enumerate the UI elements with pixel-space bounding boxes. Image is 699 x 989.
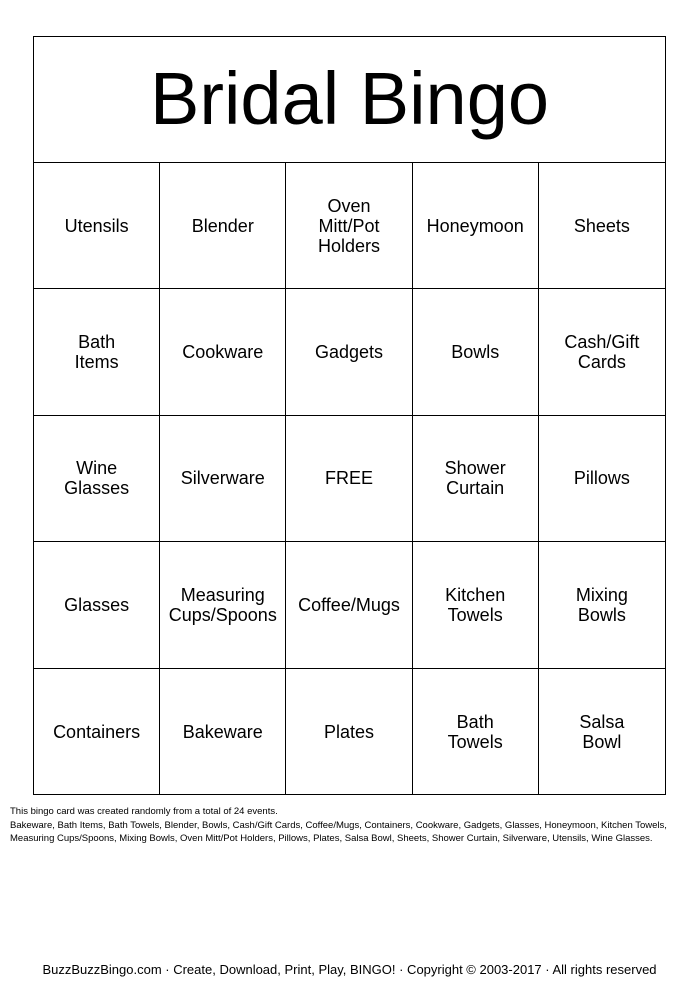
- bingo-cell: Salsa Bowl: [579, 711, 625, 752]
- bingo-cell: Pillows: [539, 416, 665, 542]
- bingo-cell: Shower Curtain: [413, 416, 539, 542]
- bingo-cell: Blender: [160, 163, 286, 289]
- bingo-cell: Honeymoon: [413, 163, 539, 289]
- bingo-cell: Glasses: [34, 542, 160, 668]
- bingo-cell: Plates: [286, 669, 412, 795]
- info-summary: This bingo card was created randomly from a total of 24 events.: [10, 806, 278, 817]
- bingo-cell: Gadgets: [286, 289, 412, 415]
- bingo-cell: Oven Mitt/Pot Holders: [286, 163, 412, 289]
- bingo-cell-free: FREE: [286, 416, 412, 542]
- card-info: [10, 805, 690, 846]
- bingo-card: [33, 36, 666, 795]
- info-event-list-continued: Measuring Cups/Spoons, Mixing Bowls, Oven Mitt/Pot Holders, Pillows, Plates, Salsa Bowl, Sheets, Shower Curtain, Silverware, Utensils, Wine Glasses.: [10, 833, 653, 844]
- bingo-cell: Bath Items: [34, 289, 160, 415]
- bingo-cell: Kitchen Towels: [413, 542, 539, 668]
- page-footer: BuzzBuzzBingo.com · Create, Download, Print, Play, BINGO! · Copyright © 2003-2017 · All rights reserved: [42, 962, 657, 977]
- bingo-cell: Bath Towels: [413, 669, 539, 795]
- bingo-cell: Mixing Bowls: [539, 542, 665, 668]
- bingo-cell: Silverware: [160, 416, 286, 542]
- bingo-cell: Coffee/Mugs: [286, 542, 412, 668]
- bingo-cell: Wine Glasses: [34, 416, 160, 542]
- info-event-list: Bakeware, Bath Items, Bath Towels, Blender, Bowls, Cash/Gift Cards, Coffee/Mugs, Containers, Cookware, Gadgets, Glasses, Honeymoon, Kitchen Towels,: [10, 819, 667, 831]
- bingo-grid: [34, 163, 665, 795]
- bingo-cell: Cookware: [160, 289, 286, 415]
- bingo-cell: Bakeware: [160, 669, 286, 795]
- bingo-cell: Measuring Cups/Spoons: [160, 542, 286, 668]
- bingo-cell: Bowls: [413, 289, 539, 415]
- card-title: Bridal Bingo: [34, 37, 665, 163]
- bingo-cell: Containers: [34, 669, 160, 795]
- bingo-cell: Cash/Gift Cards: [539, 289, 665, 415]
- bingo-cell: Utensils: [34, 163, 160, 289]
- bingo-cell: Sheets: [539, 163, 665, 289]
